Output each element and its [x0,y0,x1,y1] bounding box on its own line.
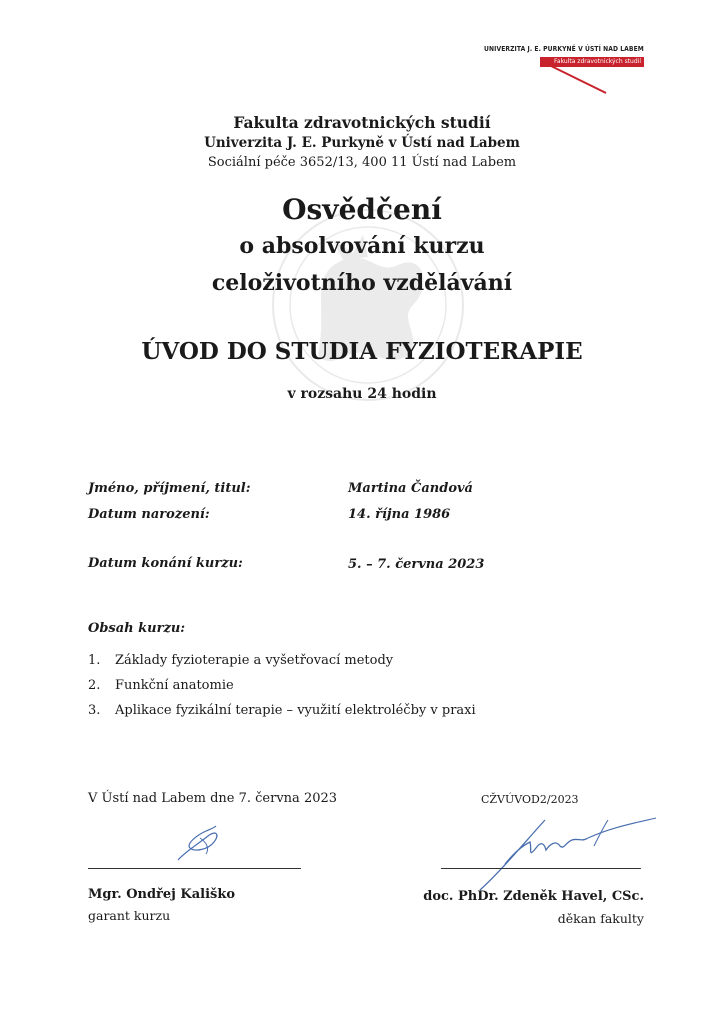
left-signer-role: garant kurzu [88,908,171,923]
left-signature-scribble [170,822,230,867]
title-line-2: o absolvování kurzu [239,233,485,259]
list-item-text: Funkční anatomie [115,678,234,693]
list-item-number: 1. [88,653,101,668]
course-dates-value: 5. – 7. června 2023 [348,557,485,572]
list-item-number: 2. [88,678,101,693]
content-heading: Obsah kurzu: [88,621,186,636]
title-main: Osvědčení [282,193,442,226]
certificate-code: CŽVÚVOD2/2023 [481,793,579,806]
logo-faculty-bar: Fakulta zdravotnických studií [540,57,644,67]
name-label: Jméno, příjmení, titul: [88,481,251,496]
left-signer-name: Mgr. Ondřej Kališko [88,887,235,902]
list-item-number: 3. [88,703,101,718]
list-item [88,677,476,702]
name-value: Martina Čandová [348,481,473,496]
list-item [88,652,476,677]
faculty-name: Fakulta zdravotnických studií [233,113,491,132]
institution-header [0,112,724,172]
list-item-text: Základy fyzioterapie a vyšetřovací metody [115,653,394,668]
right-signature-scribble [470,812,660,892]
certificate-title [0,192,724,302]
course-dates-label: Datum konání kurzu: [88,556,243,571]
right-signature-line [441,868,641,869]
place-and-date: V Ústí nad Labem dne 7. června 2023 [88,791,338,806]
university-name: Univerzita J. E. Purkyně v Ústí nad Labem [204,135,520,151]
birth-date-label: Datum narození: [88,507,210,522]
institution-address: Sociální péče 3652/13, 400 11 Ústí nad Labem [207,155,517,170]
course-name: ÚVOD DO STUDIA FYZIOTERAPIE [141,338,583,365]
right-signer-name: doc. PhDr. Zdeněk Havel, CSc. [423,889,644,904]
left-signature-line [88,868,301,869]
list-item [88,702,476,727]
birth-date-value: 14. října 1986 [348,507,451,522]
list-item-text: Aplikace fyzikální terapie – využití elektroléčby v praxi [115,703,476,718]
title-line-3: celoživotního vzdělávání [211,270,513,296]
right-signer-role: děkan fakulty [557,911,644,926]
content-list [88,652,476,727]
course-hours: v rozsahu 24 hodin [287,386,437,402]
university-logo [484,45,644,95]
logo-university-name: UNIVERZITA J. E. PURKYNĚ V ÚSTÍ NAD LABEM [484,45,644,53]
